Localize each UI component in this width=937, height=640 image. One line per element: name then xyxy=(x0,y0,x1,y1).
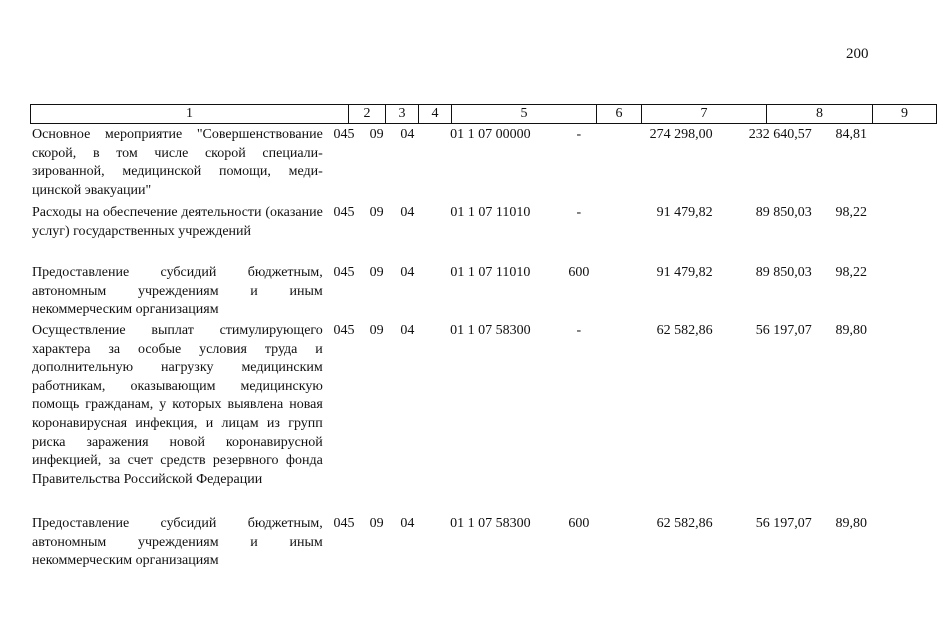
row-percent: 84,81 xyxy=(835,127,867,142)
row-code-subsection: 04 xyxy=(400,205,415,220)
row-code-expense: - xyxy=(576,127,582,142)
row-code-subsection: 04 xyxy=(400,265,415,280)
row-code-chapter: 045 xyxy=(333,265,355,280)
row-code-subsection: 04 xyxy=(400,323,415,338)
row-name: Предоставление субсидий бюджетным, автономным учреждениям и иным некоммерческим организациям xyxy=(32,516,323,569)
row-code-target: 01 1 07 58300 xyxy=(450,516,531,531)
table-row xyxy=(30,126,875,204)
row-executed: 89 850,03 xyxy=(755,265,812,280)
row-code-section: 09 xyxy=(369,127,384,142)
row-code-section: 09 xyxy=(369,323,384,338)
row-percent: 98,22 xyxy=(835,205,867,220)
row-planned: 274 298,00 xyxy=(649,127,713,142)
header-col-7: 7 xyxy=(642,105,767,123)
row-code-chapter: 045 xyxy=(333,323,355,338)
header-col-6: 6 xyxy=(597,105,642,123)
row-executed: 232 640,57 xyxy=(748,127,812,142)
table-body xyxy=(30,126,875,575)
row-name: Расходы на обеспечение деятельности (оказание услуг) государственных учреждений xyxy=(32,205,323,239)
row-code-expense: - xyxy=(576,205,582,220)
row-percent: 98,22 xyxy=(835,265,867,280)
row-code-expense: - xyxy=(576,323,582,338)
header-col-2: 2 xyxy=(349,105,386,123)
row-code-subsection: 04 xyxy=(400,127,415,142)
row-name: Основное мероприятие "Совершенствование скорой, в том числе скорой специали-зированной, медицинской помощи, меди-цинской эвакуации" xyxy=(32,127,323,198)
row-code-subsection: 04 xyxy=(400,516,415,531)
table-row xyxy=(30,515,875,575)
row-code-expense: 600 xyxy=(568,516,590,531)
header-col-1: 1 xyxy=(31,105,349,123)
row-executed: 56 197,07 xyxy=(755,323,812,338)
row-code-section: 09 xyxy=(369,516,384,531)
row-executed: 89 850,03 xyxy=(755,205,812,220)
row-planned: 62 582,86 xyxy=(656,323,713,338)
header-col-3: 3 xyxy=(386,105,419,123)
page-number: 200 xyxy=(846,46,869,62)
table-row xyxy=(30,264,875,322)
row-code-section: 09 xyxy=(369,265,384,280)
row-code-chapter: 045 xyxy=(333,205,355,220)
header-col-4: 4 xyxy=(419,105,452,123)
table-row xyxy=(30,322,875,515)
header-col-8: 8 xyxy=(767,105,873,123)
row-code-target: 01 1 07 11010 xyxy=(450,205,531,220)
row-code-target: 01 1 07 11010 xyxy=(450,265,531,280)
row-percent: 89,80 xyxy=(835,516,867,531)
row-planned: 91 479,82 xyxy=(656,265,713,280)
row-percent: 89,80 xyxy=(835,323,867,338)
row-code-section: 09 xyxy=(369,205,384,220)
row-name: Осуществление выплат стимулирующего характера за особые условия труда и дополнительную нагрузку медицинским работникам, оказывающим медицинскую помощь гражданам, у которых выявлена новая коронавирусная инфекция, и лицам из групп риска заражения новой коронавирусной инфекцией, за счет средств резервного фонда Правительства Российской Федерации xyxy=(32,323,323,487)
row-code-chapter: 045 xyxy=(333,516,355,531)
row-planned: 62 582,86 xyxy=(656,516,713,531)
header-col-5: 5 xyxy=(452,105,597,123)
row-code-target: 01 1 07 58300 xyxy=(450,323,531,338)
row-code-target: 01 1 07 00000 xyxy=(450,127,531,142)
header-col-9: 9 xyxy=(901,106,908,121)
row-code-expense: 600 xyxy=(568,265,590,280)
table-header xyxy=(30,104,937,124)
row-code-chapter: 045 xyxy=(333,127,355,142)
row-planned: 91 479,82 xyxy=(656,205,713,220)
table-row xyxy=(30,204,875,264)
row-name: Предоставление субсидий бюджетным, автономным учреждениям и иным некоммерческим организациям xyxy=(32,265,323,318)
row-executed: 56 197,07 xyxy=(755,516,812,531)
